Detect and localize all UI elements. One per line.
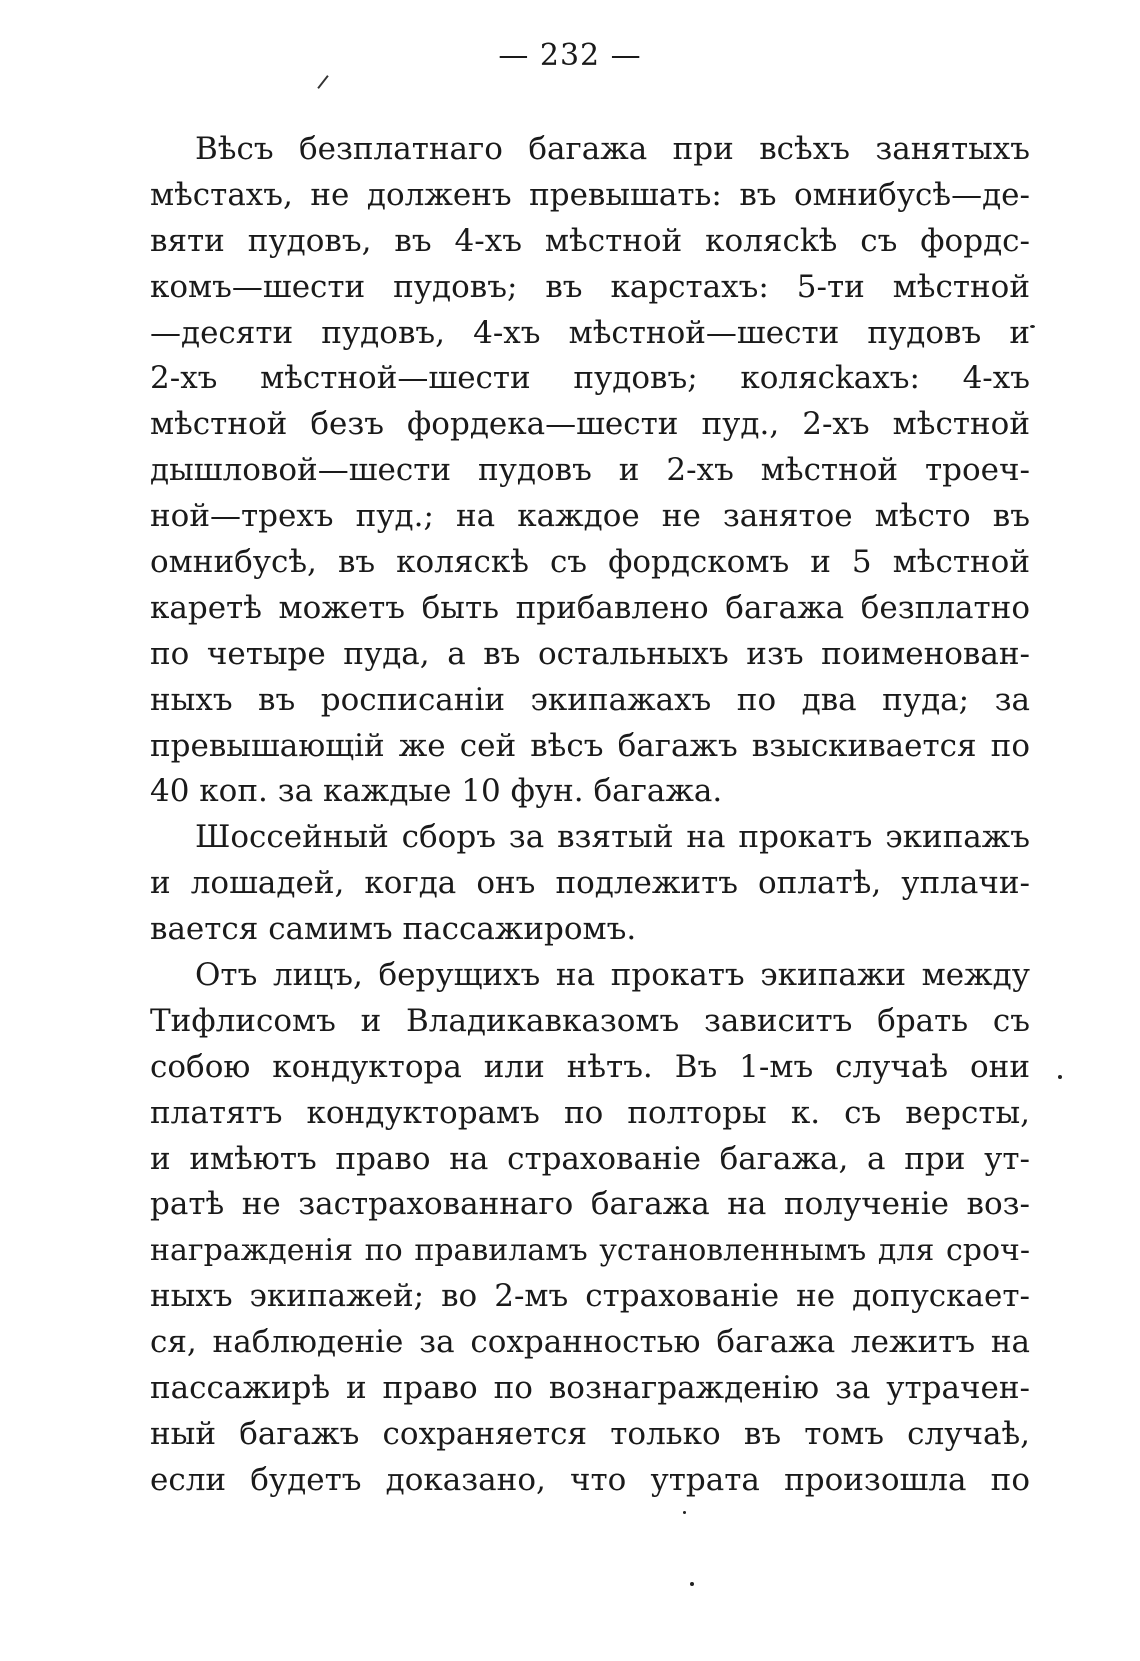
page-number: — 232 —	[498, 38, 642, 73]
text-line: и лошадей, когда онъ подлежитъ оплатѣ, уплачи-	[150, 865, 1030, 902]
stray-mark	[683, 1511, 686, 1514]
paragraph-baggage-weight	[150, 127, 1030, 815]
text-line: комъ—шести пудовъ; въ карстахъ: 5-ти мѣстной	[150, 268, 1030, 305]
stray-mark	[317, 75, 328, 89]
text-line: ся, наблюденіе за сохранностью багажа лежитъ на	[150, 1324, 1030, 1361]
text-line: 2-хъ мѣстной—шести пудовъ; колясkахъ: 4-хъ	[150, 360, 1030, 397]
text-line: Отъ лицъ, берущихъ на прокатъ экипажи между	[195, 957, 1030, 994]
text-line: ратѣ не застрахованнаго багажа на полученіе воз-	[150, 1186, 1030, 1223]
text-line: каретѣ можетъ быть прибавлено багажа безплатно	[150, 589, 1030, 626]
text-line: ныхъ въ росписаніи экипажахъ по два пуда; за	[150, 681, 1030, 718]
text-line: по четыре пуда, а въ остальныхъ изъ поименован-	[150, 635, 1030, 672]
paragraph-road-toll	[150, 815, 1030, 953]
text-line: ный багажъ сохраняется только въ томъ случаѣ,	[150, 1415, 1030, 1452]
stray-mark	[1058, 1075, 1062, 1079]
text-line: и имѣютъ право на страхованіе багажа, а при ут-	[150, 1140, 1030, 1177]
text-line: дышловой—шести пудовъ и 2-хъ мѣстной троеч-	[150, 452, 1030, 489]
text-line: —десяти пудовъ, 4-хъ мѣстной—шести пудовъ и	[150, 314, 1030, 351]
text-line: пассажирѣ и право по вознагражденію за утрачен-	[150, 1370, 1030, 1407]
text-line: омнибусѣ, въ коляскѣ съ фордскомъ и 5 мѣстной	[150, 544, 1030, 581]
text-line: ныхъ экипажей; во 2-мъ страхованіе не допускает-	[150, 1278, 1030, 1315]
text-line: собою кондуктора или нѣтъ. Въ 1-мъ случаѣ они	[150, 1048, 1030, 1085]
text-line: вяти пудовъ, въ 4-хъ мѣстной колясkѣ съ фордс-	[150, 222, 1030, 259]
text-line: мѣстной безъ фордека—шести пуд., 2-хъ мѣстной	[150, 406, 1030, 443]
text-line: превышающій же сей вѣсъ багажъ взыскивается по	[150, 727, 1030, 764]
stray-mark	[1030, 325, 1035, 328]
text-line: Шоссейный сборъ за взятый на прокатъ экипажъ	[195, 819, 1030, 856]
text-line: 40 коп. за каждые 10 фун. багажа.	[150, 773, 723, 810]
stray-mark	[690, 1582, 694, 1586]
text-line: мѣстахъ, не долженъ превышать: въ омнибусѣ—де-	[150, 176, 1030, 213]
paragraph-conductor	[150, 953, 1030, 1504]
text-line: награжденія по правиламъ установленнымъ для сроч-	[150, 1233, 1030, 1269]
text-line: вается самимъ пассажиромъ.	[150, 911, 637, 948]
text-line: Вѣсъ безплатнаго багажа при всѣхъ занятыхъ	[195, 131, 1030, 167]
body-text	[150, 127, 1030, 1504]
text-line: ной—трехъ пуд.; на каждое не занятое мѣсто въ	[150, 498, 1030, 535]
text-line: Тифлисомъ и Владикавказомъ зависитъ брать съ	[150, 1002, 1030, 1039]
text-line: платятъ кондукторамъ по полторы к. съ версты,	[150, 1094, 1030, 1131]
text-line: если будетъ доказано, что утрата произошла по	[150, 1461, 1030, 1498]
